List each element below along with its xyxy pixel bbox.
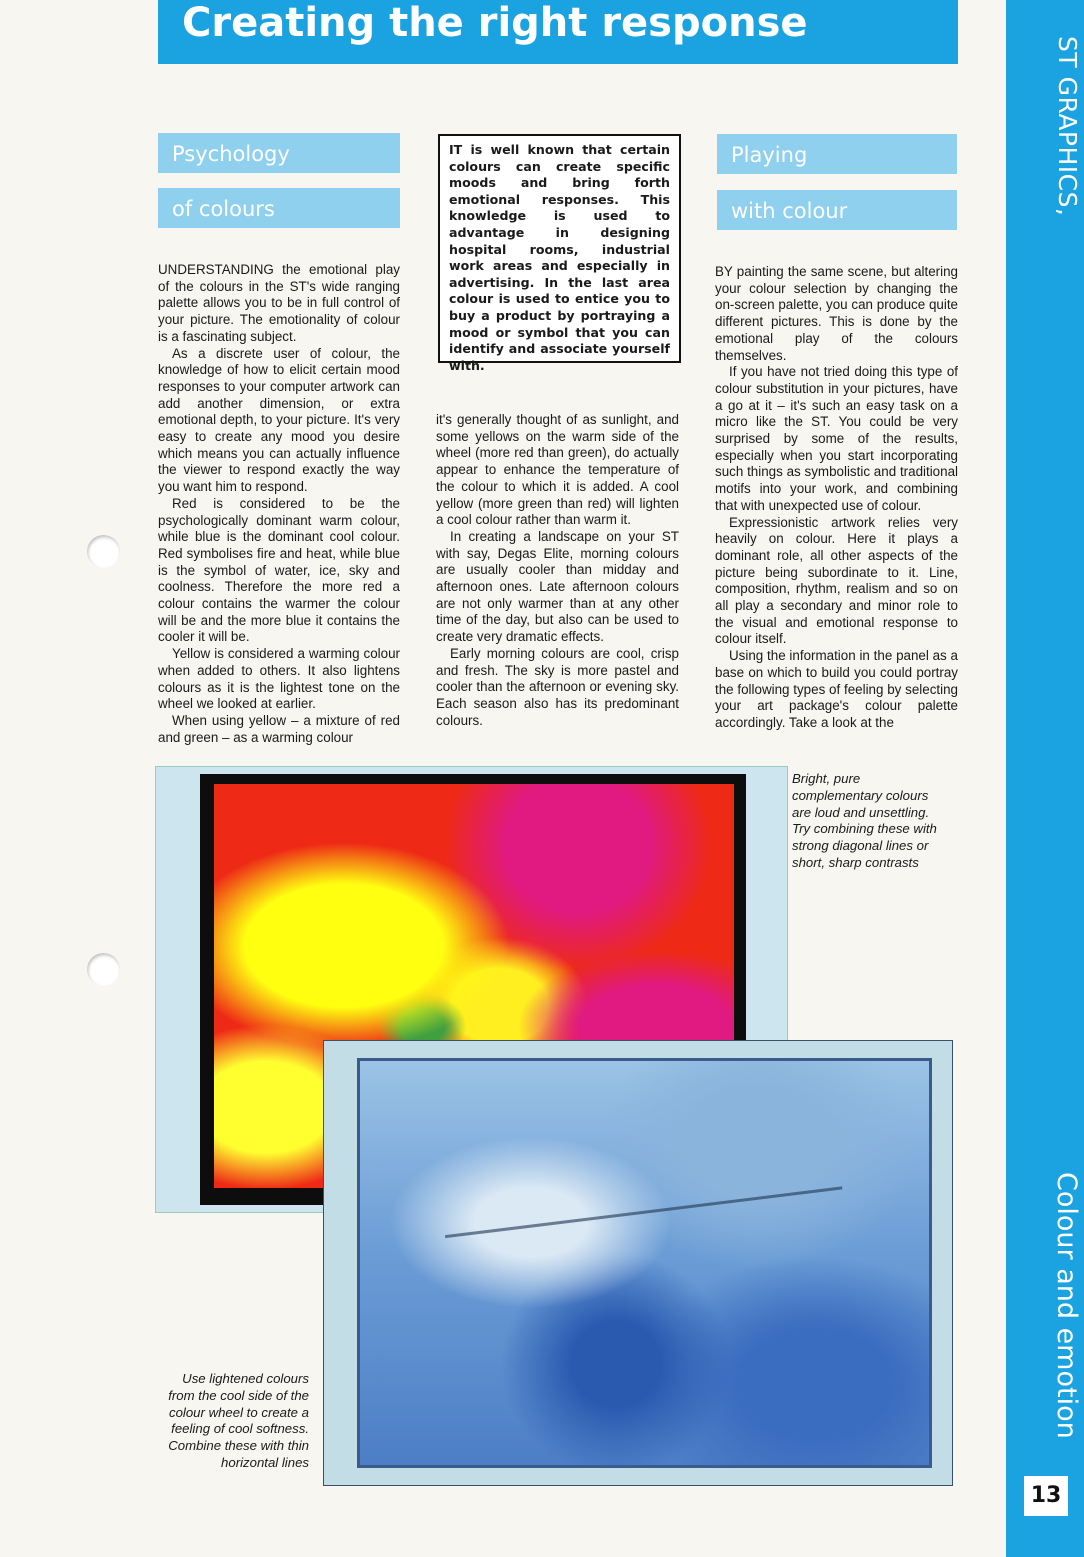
paragraph: If you have not tried doing this type of colour substitution in your pictures, have a go at it – it's such an easy task on a micro like the ST. You could be very surprised by some of the results, especially when you start incorporating such things as symbolistic and traditional motifs into your work, and combining that with unexpected use of colour. (715, 364, 958, 513)
left-column-text (158, 262, 400, 746)
heading-of-colours: of colours (158, 188, 400, 228)
right-column-text (715, 264, 958, 732)
heading-playing: Playing (717, 134, 957, 174)
heading-psychology: Psychology (158, 133, 400, 173)
section-tab-top: ST GRAPHICS, (1053, 36, 1082, 217)
paragraph: In creating a landscape on your ST with say, Degas Elite, morning colours are usually cooler than midday and afternoon ones. Late afternoon colours are not only warmer than at any other time of the day, but also can be used to create very dramatic effects. (436, 528, 679, 645)
middle-column-text (436, 412, 679, 729)
paragraph: Yellow is considered a warming colour when added to others. It also lightens colours as it is the lightest tone on the wheel we looked at earlier. (158, 646, 400, 712)
paragraph: Red is considered to be the psychologically dominant warm colour, while blue is the dominant cool colour. Red symbolises fire and heat, while blue is the symbol of water, ice, sky and coolness. Therefore the more red a colour contains the warmer the colour will be and the more blue it contains the cooler it will be. (158, 495, 400, 645)
heading-with-colour: with colour (717, 190, 957, 230)
paragraph: As a discrete user of colour, the knowledge of how to elicit certain mood responses to your computer artwork can add another dimension, or extra emotional depth, to your picture. It's very easy to create any mood you desire which means you can actually influence the viewer to respond exactly the way you want him to respond. (158, 345, 400, 495)
page-title: Creating the right response (158, 0, 958, 64)
section-tab-bottom: Colour and emotion (1051, 1172, 1082, 1439)
caption-cool-picture: Use lightened colours from the cool side of the colour wheel to create a feeling of cool softness. Combine these with thin horizontal lines (168, 1371, 309, 1470)
paragraph: Expressionistic artwork relies very heavily on colour. Here it plays a dominant role, all other aspects of the picture being subordinate to it. Line, composition, rhythm, realism and so on all play a secondary and minor role to the visual and emotional response to colour itself. (715, 514, 958, 647)
caption-warm-picture: Bright, pure complementary colours are loud and unsettling. Try combining these with strong diagonal lines or short, sharp contrasts (792, 771, 937, 870)
paragraph: it's generally thought of as sunlight, and some yellows on the warm side of the wheel (more red than green), do actually appear to enhance the temperature of the colour to which it is added. A cool yellow (more green than red) will lighten a cool colour rather than warm it. (436, 412, 679, 528)
intro-panel: IT is well known that certain colours can create specific moods and bring forth emotional responses. This knowledge is used to advantage in designing hospital rooms, industrial work areas and especially in advertising. In the last area colour is used to entice you to buy a product by portraying a mood or symbol that you can identify and associate yourself with. (438, 134, 681, 363)
paragraph: Using the information in the panel as a base on which to build you could portray the following types of feeling by selecting your art package's colour palette accordingly. Take a look at the (715, 648, 958, 730)
cool-landscape-image (357, 1058, 932, 1468)
paragraph: Early morning colours are cool, crisp and fresh. The sky is more pastel and cooler than the afternoon or evening sky. Each season also has its predominant colours. (436, 645, 679, 728)
paragraph: When using yellow – a mixture of red and green – as a warming colour (158, 712, 400, 745)
binder-hole (87, 953, 120, 986)
paragraph: BY painting the same scene, but altering your colour selection by changing the on-screen palette, you can produce quite different pictures. This is done by the emotional play of the colours themselves. (715, 264, 958, 363)
page-number: 13 (1024, 1476, 1068, 1516)
binder-hole (87, 535, 120, 568)
paragraph: UNDERSTANDING the emotional play of the colours in the ST's wide ranging palette allows you to be in full control of your picture. The emotionality of colour is a fascinating subject. (158, 262, 400, 344)
tree-branch-shape (438, 1127, 843, 1238)
